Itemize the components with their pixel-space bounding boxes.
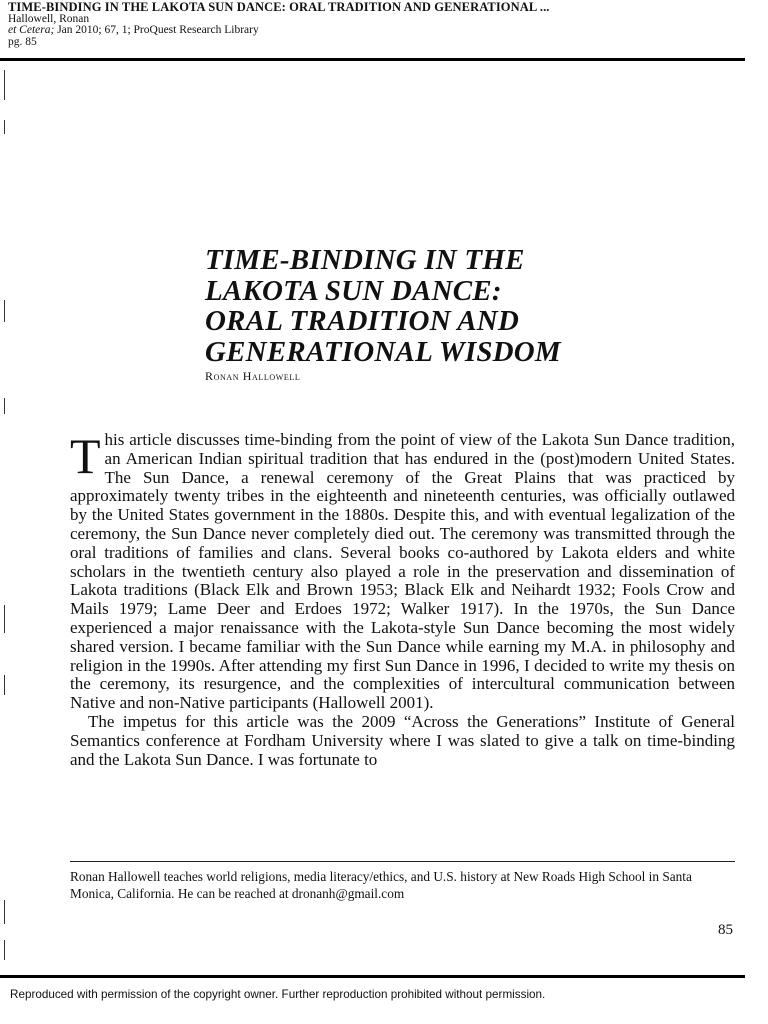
citation-title: TIME-BINDING IN THE LAKOTA SUN DANCE: ORAL TRADITION AND GENERATIONAL ...	[8, 0, 550, 14]
article-author: Ronan Hallowell	[205, 369, 301, 383]
paragraph-text: his article discusses time-binding from the point of view of the Lakota Sun Dance tradition, an American Indian spiritual tradition that has endured in the (post)modern United States. The Sun Dance, a renewal ceremony of the Great Plains that was practiced by approximately twenty tribes in the eighteenth and nineteenth centuries, was officially outlawed by the United States government in the 1880s. Despite this, and with eventual legalization of the ceremony, the Sun Dance never completely died out. The ceremony was transmitted through the oral traditions of families and clans. Several books co-authored by Lakota elders and white scholars in the twentieth century also played a role in the preservation and dissemination of Lakota traditions (Black Elk and Brown 1953; Black Elk and Neihardt 1932; Fools Crow and Mails 1979; Lame Deer and Erdoes 1972; Walker 1917). In the 1970s, the Sun Dance experienced a major renaissance with the Lakota-style Sun Dance becoming the most widely shared version. I became familiar with the Sun Dance while earning my M.A. in philosophy and religion in the 1990s. After attending my first Sun Dance in 1996, I decided to write my thesis on the ceremony, its resurgence, and the complexities of intercultural communication between Native and non-Native participants (Hallowell 2001).	[70, 430, 735, 713]
scan-margin-mark	[4, 940, 5, 960]
title-line: LAKOTA SUN DANCE:	[205, 274, 502, 307]
title-line: GENERATIONAL WISDOM	[205, 335, 561, 368]
scan-margin-mark	[4, 398, 5, 414]
paragraph: The impetus for this article was the 2009 “Across the Generations” Institute of General Semantics conference at Fordham University where I was slated to give a talk on time-binding and the Lakota Sun Dance. I was fortunate to	[70, 711, 735, 769]
footnote-divider	[70, 861, 735, 862]
author-footnote: Ronan Hallowell teaches world religions, media literacy/ethics, and U.S. history at New Roads High School in Santa Monica, California. He can be reached at dronanh@gmail.com	[70, 869, 692, 901]
footer-divider	[0, 975, 745, 978]
copyright-notice: Reproduced with permission of the copyright owner. Further reproduction prohibited without permission.	[10, 988, 546, 1001]
citation-page: pg. 85	[8, 35, 37, 48]
scan-margin-mark	[4, 300, 5, 322]
drop-cap: T	[70, 428, 101, 484]
scan-margin-mark	[4, 70, 5, 100]
citation-details: Jan 2010; 67, 1; ProQuest Research Library	[54, 24, 259, 36]
title-line: TIME-BINDING IN THE	[205, 244, 525, 276]
page-number: 85	[718, 922, 733, 938]
article-body	[70, 428, 735, 769]
citation-header	[8, 2, 753, 48]
scan-margin-mark	[4, 605, 5, 633]
scan-margin-mark	[4, 900, 5, 924]
article-title	[205, 245, 725, 367]
scan-margin-mark	[4, 120, 5, 134]
scan-margin-mark	[4, 675, 5, 695]
citation-source	[8, 25, 753, 37]
citation-journal: et Cetera;	[8, 24, 55, 36]
citation-author: Hallowell, Ronan	[8, 12, 90, 25]
title-line: ORAL TRADITION AND	[205, 305, 520, 337]
header-divider	[0, 58, 745, 61]
paragraph	[70, 428, 735, 713]
